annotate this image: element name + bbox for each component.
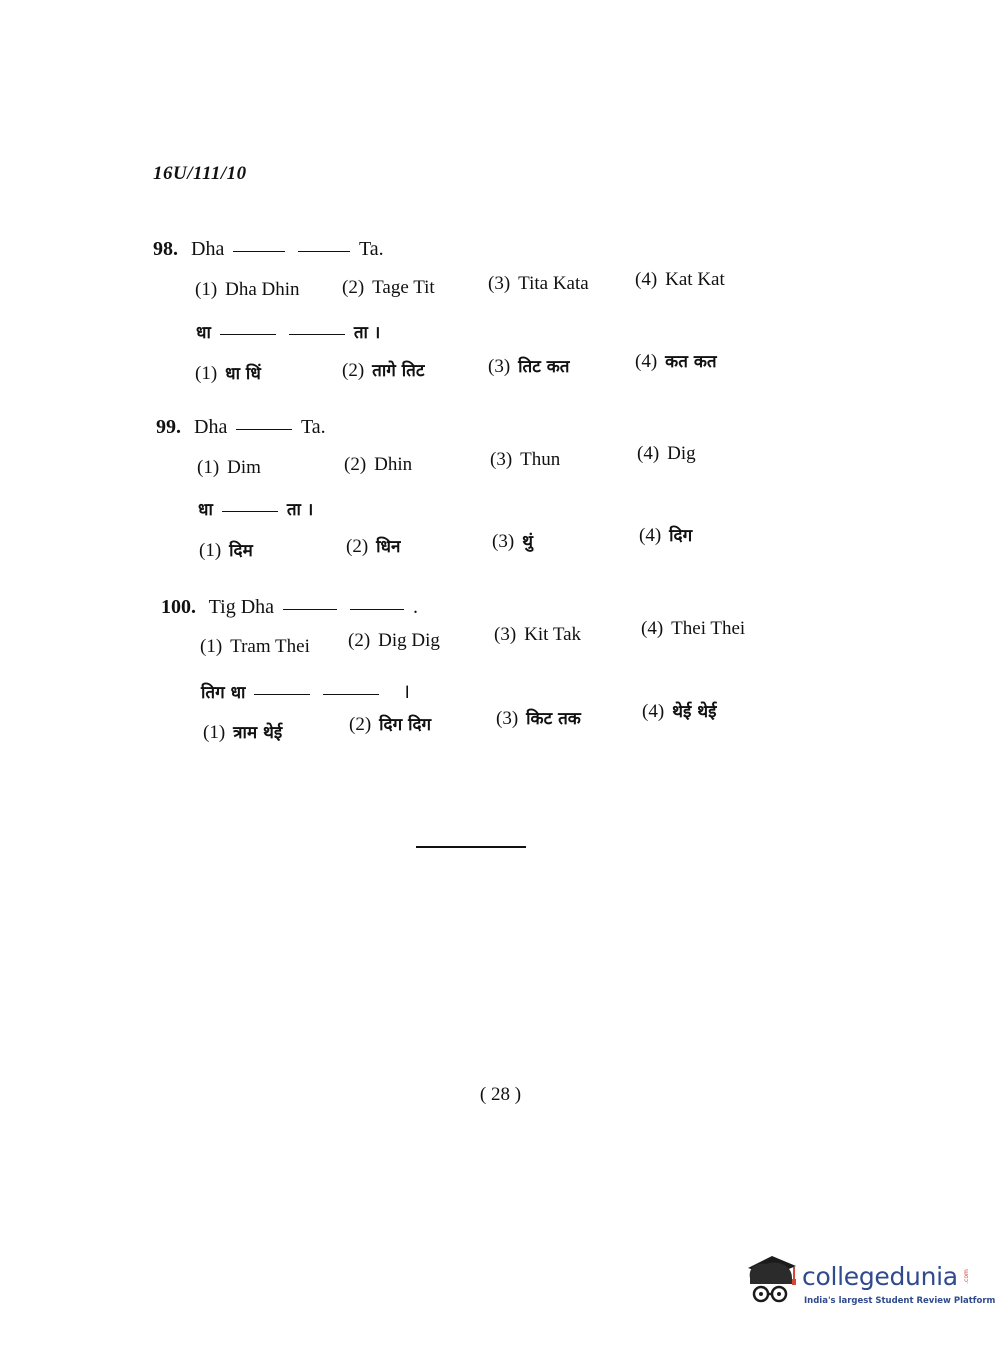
option-98-4-hi: (4) कत कत — [635, 351, 717, 372]
option-99-2-hi: (2) धिन — [346, 536, 401, 557]
stem-prefix: धा — [198, 500, 213, 520]
answer-blank — [236, 429, 292, 430]
question-98-stem-hi — [196, 320, 380, 344]
answer-blank — [220, 334, 276, 335]
end-of-paper-rule — [416, 846, 526, 848]
stem-prefix: Dha — [194, 416, 228, 438]
option-100-3-hi: (3) किट तक — [496, 708, 581, 729]
option-99-3-en: (3) Thun — [490, 449, 561, 470]
answer-blank — [298, 251, 350, 252]
option-100-1-hi: (1) त्राम थेई — [203, 722, 283, 743]
option-99-2-en: (2) Dhin — [344, 454, 413, 475]
option-98-4-en: (4) Kat Kat — [635, 269, 725, 290]
option-100-2-en: (2) Dig Dig — [348, 630, 440, 651]
option-100-2-hi: (2) दिग दिग — [349, 714, 432, 735]
option-100-4-hi: (4) थेई थेई — [642, 701, 717, 722]
answer-blank — [350, 609, 404, 610]
option-99-4-en: (4) Dig — [637, 443, 696, 464]
option-100-4-en: (4) Thei Thei — [641, 618, 746, 639]
option-99-3-hi: (3) थुं — [492, 531, 534, 552]
option-99-1-hi: (1) दिम — [199, 540, 253, 561]
stem-suffix: । — [402, 681, 411, 703]
option-99-1-en: (1) Dim — [197, 457, 261, 478]
question-99-stem-hi — [198, 497, 313, 521]
option-98-1-en: (1) Dha Dhin — [195, 279, 300, 300]
stem-suffix: ता । — [353, 323, 381, 343]
brand-watermark — [742, 1250, 996, 1320]
answer-blank — [289, 334, 345, 335]
question-number: 100. — [161, 596, 196, 618]
question-number: 99. — [156, 416, 181, 438]
paper-code: 16U/111/10 — [153, 163, 247, 184]
option-98-2-en: (2) Tage Tit — [342, 277, 435, 298]
stem-prefix: धा — [196, 323, 211, 343]
answer-blank — [283, 609, 337, 610]
question-100-stem-hi — [201, 677, 410, 704]
question-99-stem-en — [156, 416, 326, 439]
answer-blank — [233, 251, 285, 252]
option-100-3-en: (3) Kit Tak — [494, 624, 582, 645]
question-100-stem-en — [161, 596, 418, 619]
stem-suffix: . — [413, 596, 419, 618]
brand-tagline: India's largest Student Review Platform — [804, 1296, 996, 1306]
stem-prefix: Dha — [191, 238, 225, 260]
question-98-stem-en — [153, 238, 384, 261]
option-98-1-hi: (1) धा धिं — [195, 363, 261, 384]
option-98-2-hi: (2) तागे तिट — [342, 360, 425, 381]
brand-name: collegedunia — [802, 1262, 958, 1291]
answer-blank — [254, 694, 310, 695]
answer-blank — [323, 694, 379, 695]
stem-suffix: ता । — [286, 500, 314, 520]
option-100-1-en: (1) Tram Thei — [200, 636, 310, 657]
option-98-3-hi: (3) तिट कत — [488, 356, 570, 377]
option-99-4-hi: (4) दिग — [639, 525, 693, 546]
stem-suffix: Ta. — [358, 238, 384, 260]
page-number: ( 28 ) — [479, 1084, 522, 1105]
question-number: 98. — [153, 238, 178, 260]
stem-suffix: Ta. — [300, 416, 326, 438]
brand-suffix: .com — [962, 1269, 970, 1284]
mascot-logo-icon — [742, 1250, 802, 1320]
stem-prefix: तिग धा — [201, 683, 246, 703]
option-98-3-en: (3) Tita Kata — [488, 273, 589, 294]
stem-prefix: Tig Dha — [208, 596, 275, 618]
answer-blank — [222, 511, 278, 512]
